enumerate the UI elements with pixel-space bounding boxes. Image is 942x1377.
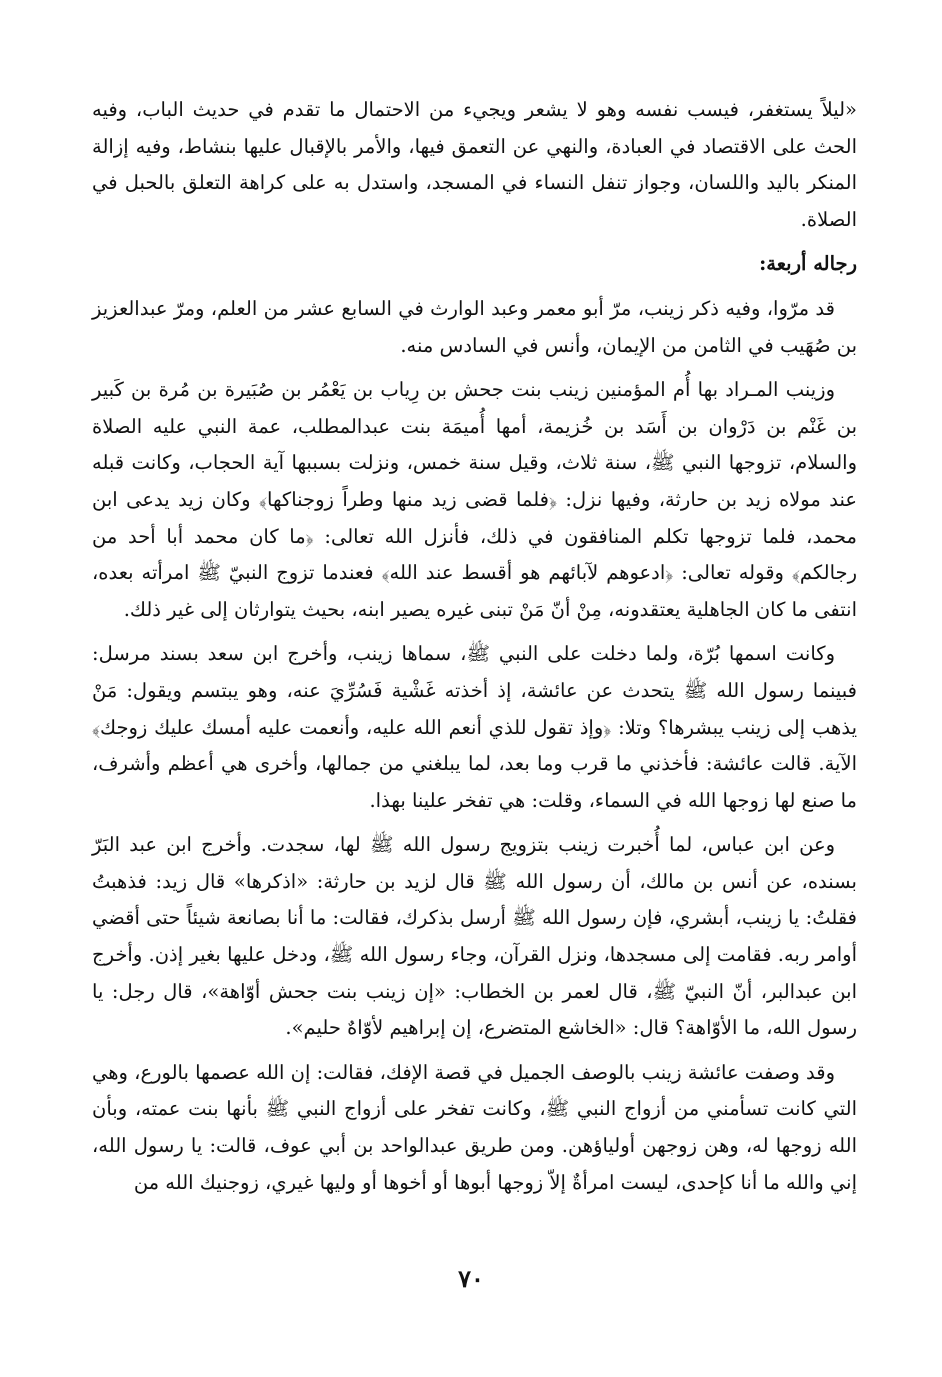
paragraph-1: «ليلاً يستغفر، فيسب نفسه وهو لا يشعر ويجيء من الاحتمال ما تقدم في حديث الباب، وفيه الحث على الاقتصاد في العبادة، والنهي عن التعمق فيها، والأمر بالإقبال عليها بنشاط، وفيه إزالة المنكر باليد واللسان، وجواز تنفل النساء في المسجد، واستدل به على كراهة التعلق بالحبل في الصلاة. — [92, 98, 857, 231]
section-heading: رجاله أربعة: — [759, 252, 857, 276]
paragraph-5: وعن ابن عباس، لما أُخبرت زينب بتزويج رسول الله ﷺ لها، سجدت. وأخرج ابن عبد البَرّ بسنده، عن أنس بن مالك، أن رسول الله ﷺ قال لزيد بن حارثة: «اذكرها» قال زيد: فذهبتُ فقلتُ: يا زينب، أبشري، فإن رسول الله ﷺ أرسل بذكرك، فقالت: ما أنا بصانعة شيئاً حتى أقضي أوامر ربه. فقامت إلى مسجدها، ونزل القرآن، وجاء رسول الله ﷺ، ودخل عليها بغير إذن. وأخرج ابن عبدالبر، أنّ النبيّ ﷺ، قال لعمر بن الخطاب: «إن زينب بنت جحش أوّاهة»، قال رجل: يا رسول الله، ما الأوّاهة؟ قال: «الخاشع المتضرع، إن إبراهيم لأوّاهٌ حليم». — [92, 833, 857, 1040]
paragraph-3: وزينب المـراد بها أُم المؤمنين زينب بنت جحش بن رِياب بن يَعْمُر بن صُبَيرة بن مُرة بن كَبير بن غَنْم بن دَرْوان بن أَسَد بن خُزيمة، أمها أُميمَة بنت عبدالمطلب، عمة النبي عليه الصلاة والسلام، تزوجها النبي ﷺ، سنة ثلاث، وقيل سنة خمس، ونزلت بسببها آية الحجاب، وكانت قبله عند مولاه زيد بن حارثة، وفيها نزل: ﴿فلما قضى زيد منها وطراً زوجناكها﴾ وكان زيد يدعى ابن محمد، فلما تزوجها تكلم المنافقون في ذلك، فأنزل الله تعالى: ﴿ما كان محمد أبا أحد من رجالكم﴾ وقوله تعالى: ﴿ادعوهم لآبائهم هو أقسط عند الله﴾ فعندما تزوج النبيّ ﷺ امرأته بعده، انتفى ما كان الجاهلية يعتقدونه، مِنْ أنّ مَنْ تبنى غيره يصير ابنه، بحيث يتوارثان إلى غير ذلك. — [92, 378, 857, 621]
page-body — [92, 92, 857, 1209]
paragraph-2: قد مرّوا، وفيه ذكر زينب، مرّ أبو معمر وعبد الوارث في السابع عشر من العلم، ومرّ عبدالعزيز بن صُهَيب في الثامن من الإيمان، وأنس في السادس منه. — [92, 296, 857, 357]
paragraph-4: وكانت اسمها بُرّة، ولما دخلت على النبي ﷺ، سماها زينب، وأخرج ابن سعد بسند مرسل: فبينما رسول الله ﷺ يتحدث عن عائشة، إذ أخذته غَشْية فَسُرِّيَ عنه، وهو يبتسم ويقول: مَنْ يذهب إلى زينب يبشرها؟ وتلا: ﴿وإذ تقول للذي أنعم الله عليه، وأنعمت عليه أمسك عليك زوجك﴾ الآية. قالت عائشة: فأخذني ما قرب وما بعد، لما يبلغني من جمالها، وأخرى هي أعظم وأشرف، ما صنع لها زوجها الله في السماء، وقلت: هي تفخر علينا بهذا. — [92, 642, 857, 812]
page-number: ٧٠ — [458, 1264, 484, 1293]
paragraph-6: وقد وصفت عائشة زينب بالوصف الجميل في قصة الإفك، فقالت: إن الله عصمها بالورع، وهي التي كانت تسأمني من أزواج النبي ﷺ، وكانت تفخر على أزواج النبي ﷺ بأنها بنت عمته، وبأن الله زوجها له، وهن زوجهن أولياؤهن. ومن طريق عبدالواحد بن أبي عوف، قالت: يا رسول الله، إني والله ما أنا كإحدى، ليست امرأةٌ إلاّ زوجها أبوها أو أخوها أو وليها غيري، زوجنيك الله من — [92, 1060, 857, 1194]
